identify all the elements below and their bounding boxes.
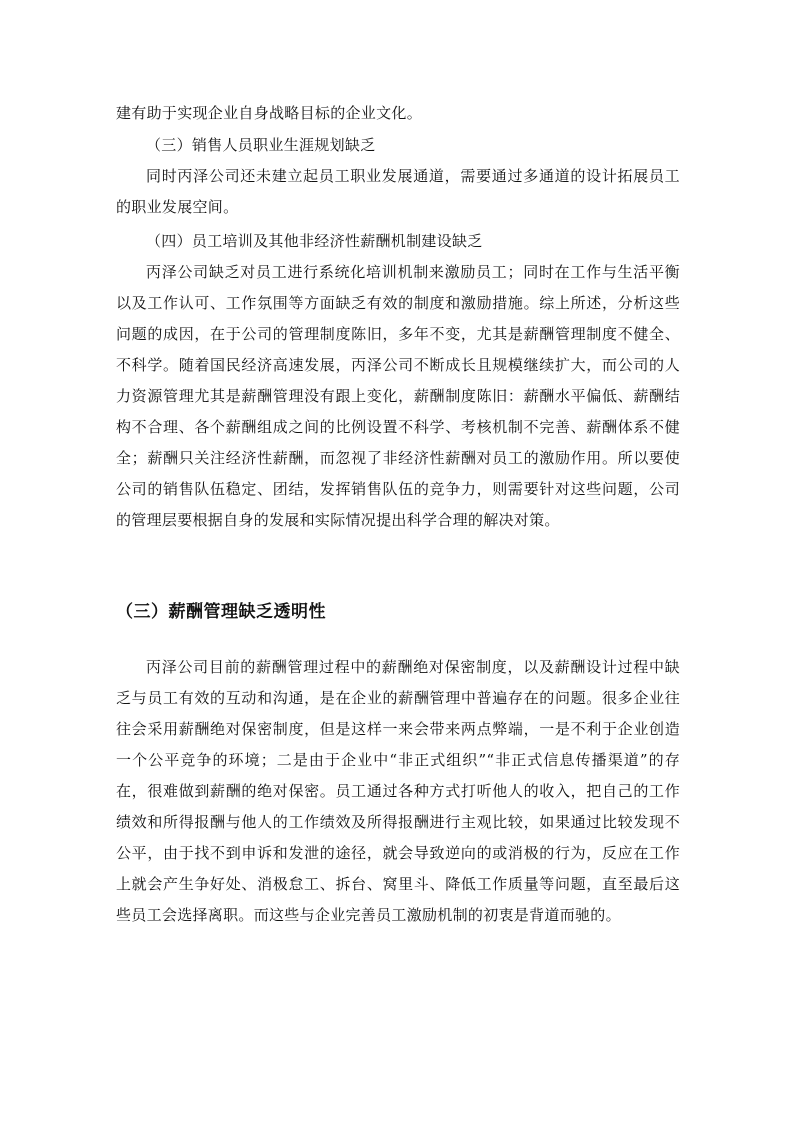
intro-paragraph-end: 建有助于实现企业自身战略目标的企业文化。 [116,104,423,122]
subsection-heading-training: （四）员工培训及其他非经济性薪酬机制建设缺乏 [146,232,483,250]
subsection-heading-career-planning: （三）销售人员职业生涯规划缺乏 [146,136,376,154]
paragraph-transparency: 丙泽公司目前的薪酬管理过程中的薪酬绝对保密制度，以及薪酬设计过程中缺乏与员工有效的互动和沟通，是在企业的薪酬管理中普遍存在的问题。很多企业往往会采用薪酬绝对保密制度，但是这样一来会带来两点弊端，一是不利于企业创造一个公平竞争的环境；二是由于企业中“非正式组织”“非正式信息传播渠道”的存在，很难做到薪酬的绝对保密。员工通过各种方式打听他人的收入，把自己的工作绩效和所得报酬与他人的工作绩效及所得报酬进行主观比较，如果通过比较发现不公平，由于找不到申诉和发泄的途径，就会导致逆向的或消极的行为，反应在工作上就会产生争好处、消极怠工、拆台、窝里斗、降低工作质量等问题，直至最后这些员工会选择离职。而这些与企业完善员工激励机制的初衷是背道而驰的。 [116,658,680,924]
paragraph-career-planning: 同时丙泽公司还未建立起员工职业发展通道，需要通过多通道的设计拓展员工的职业发展空间。 [116,167,680,216]
paragraph-training: 丙泽公司缺乏对员工进行系统化培训机制来激励员工；同时在工作与生活平衡以及工作认可、工作氛围等方面缺乏有效的制度和激励措施。综上所述，分析这些问题的成因，在于公司的管理制度陈旧，多年不变，尤其是薪酬管理制度不健全、不科学。随着国民经济高速发展，丙泽公司不断成长且规模继续扩大，而公司的人力资源管理尤其是薪酬管理没有跟上变化，薪酬制度陈旧：薪酬水平偏低、薪酬结构不合理、各个薪酬组成之间的比例设置不科学、考核机制不完善、薪酬体系不健全；薪酬只关注经济性薪酬，而忽视了非经济性薪酬对员工的激励作用。所以要使公司的销售队伍稳定、团结，发挥销售队伍的竞争力，则需要针对这些问题，公司的管理层要根据自身的发展和实际情况提出科学合理的解决对策。 [116,263,680,529]
section-heading-transparency: （三）薪酬管理缺乏透明性 [116,602,326,622]
